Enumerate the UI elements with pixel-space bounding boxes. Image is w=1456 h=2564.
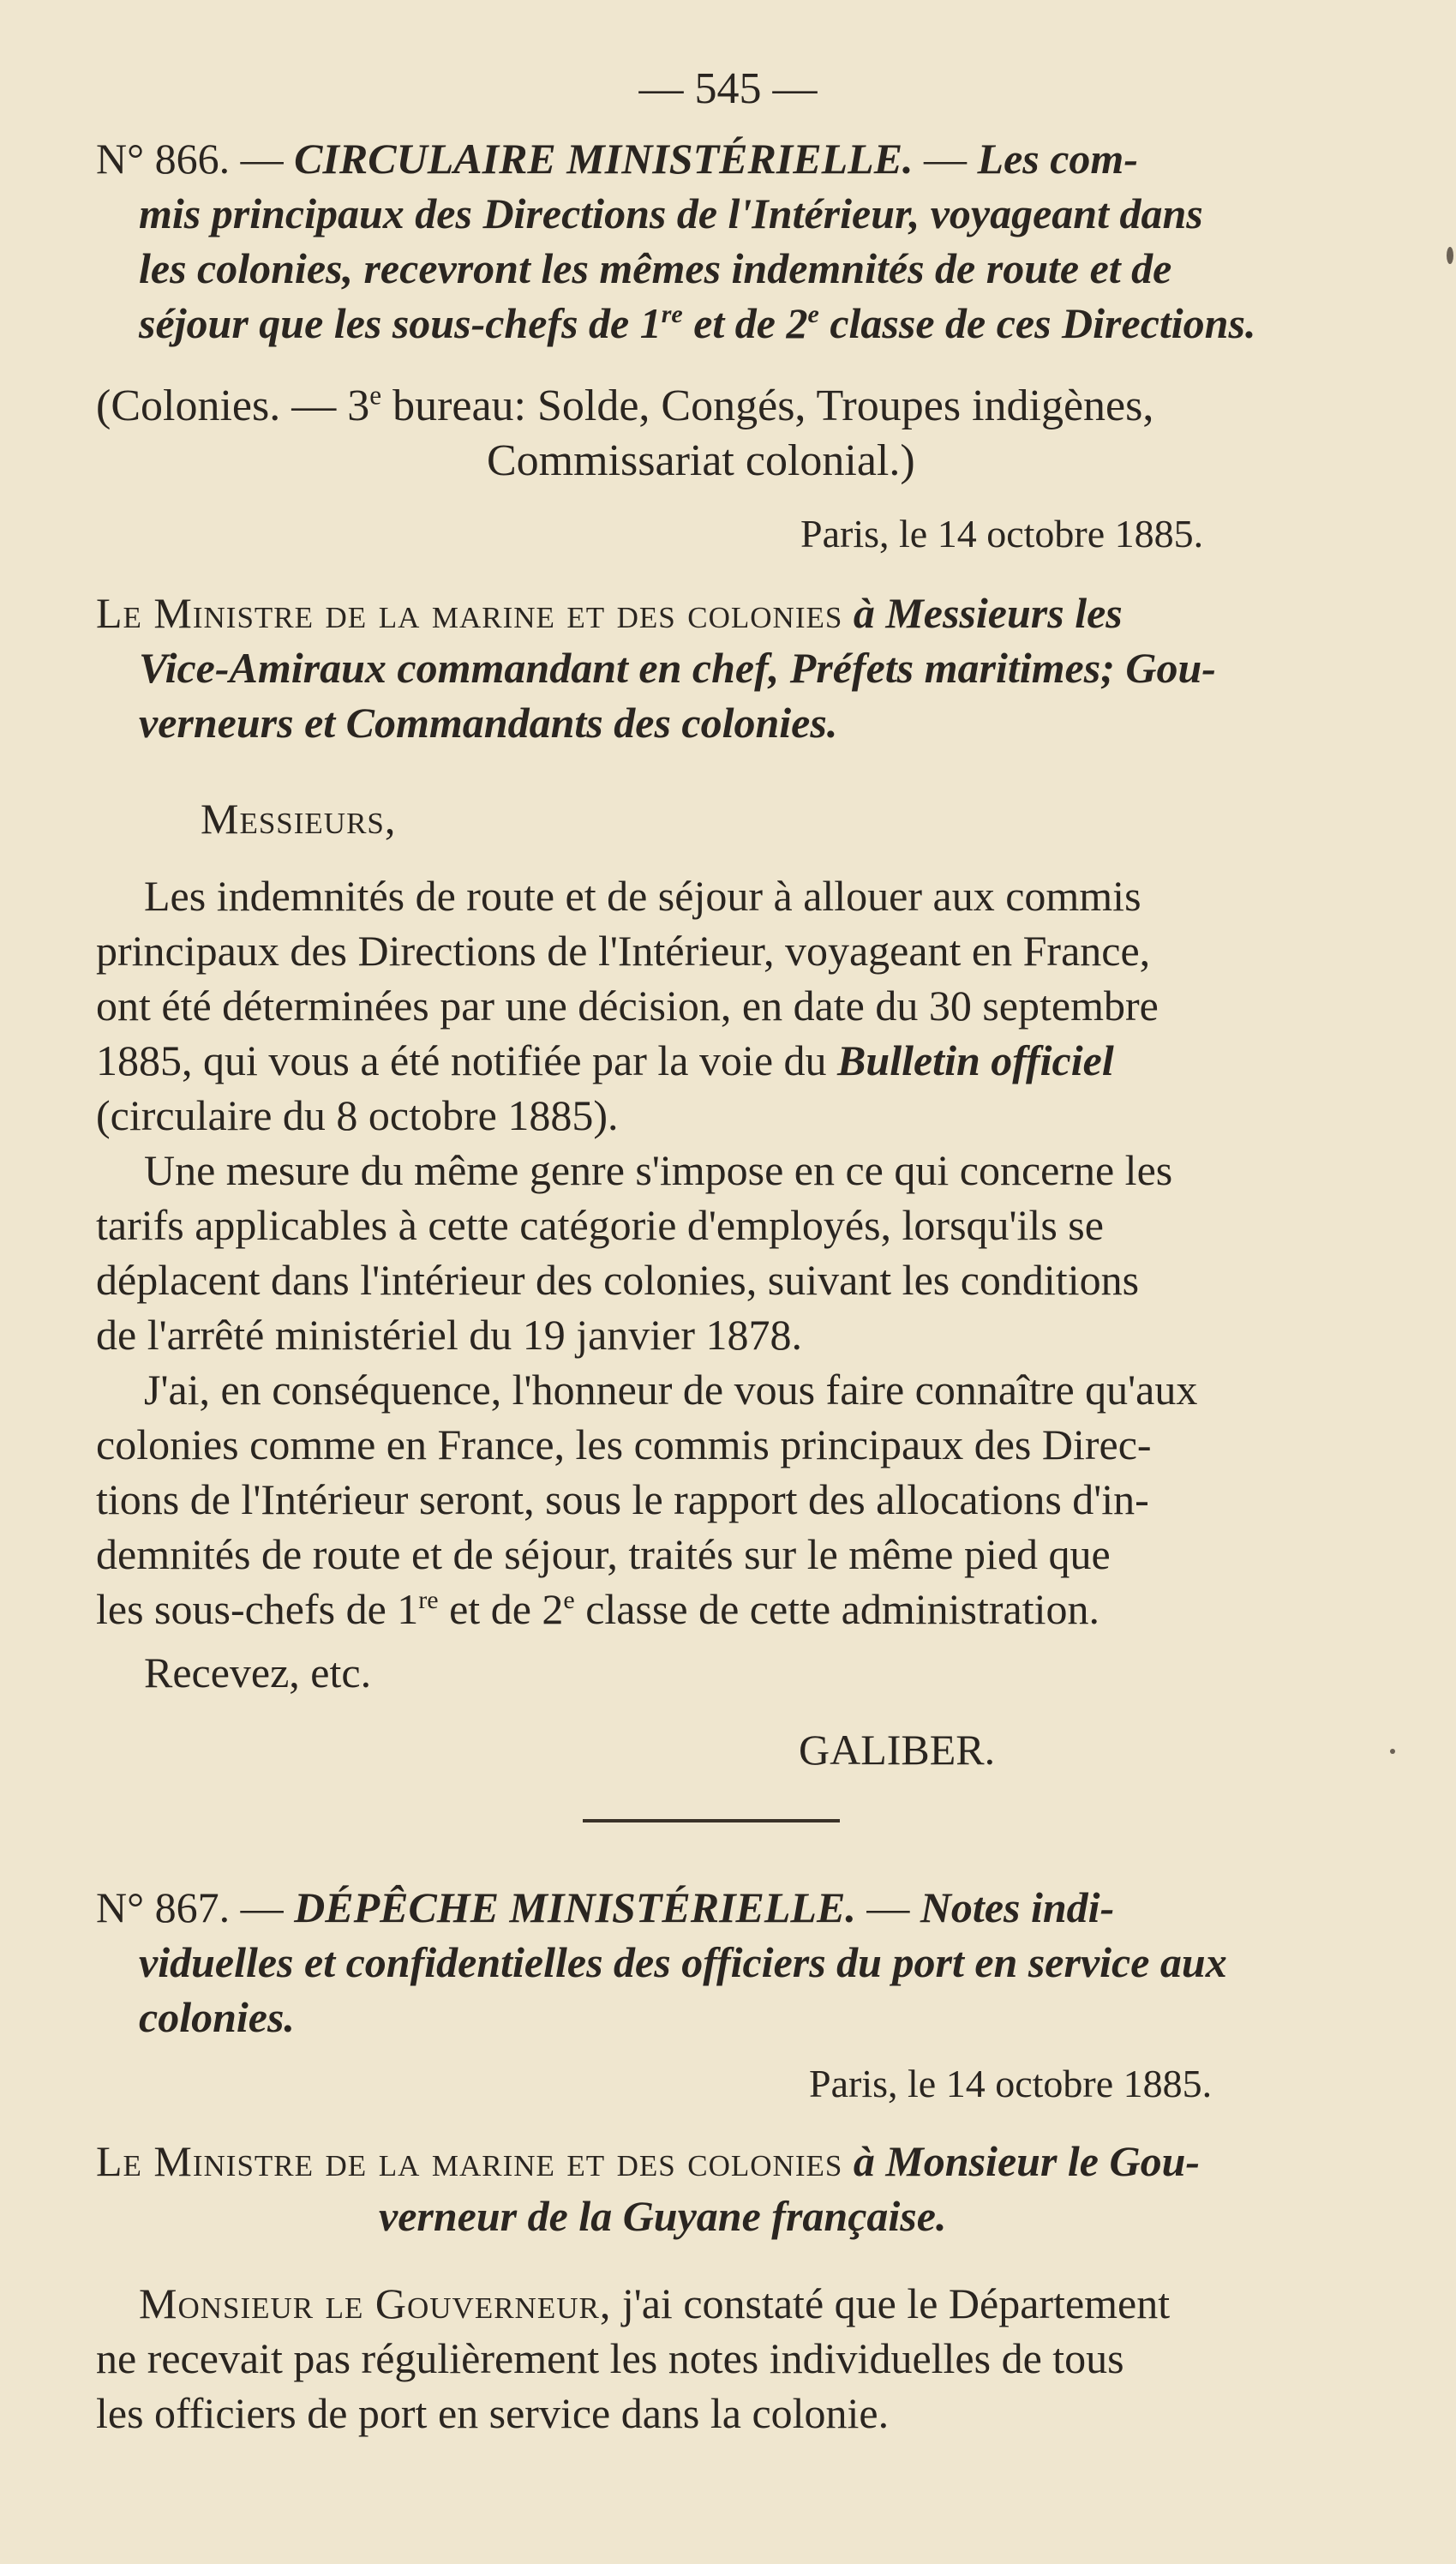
salutation: Messieurs,	[201, 795, 397, 843]
paragraph-line: J'ai, en conséquence, l'honneur de vous faire connaître qu'aux	[144, 1366, 1198, 1414]
dateline: Paris, le 14 octobre 1885.	[800, 512, 1204, 555]
paragraph-line: les sous-chefs de 1re et de 2e classe de cette administration.	[96, 1585, 1099, 1633]
sender: Le Ministre de la marine et des colonies	[96, 2137, 843, 2185]
sender-line	[96, 589, 1123, 637]
paragraph-line: colonies comme en France, les commis principaux des Direc-	[96, 1420, 1152, 1468]
bureau-line: Commissariat colonial.)	[487, 436, 915, 485]
paragraph-line: déplacent dans l'intérieur des colonies, suivant les conditions	[96, 1256, 1140, 1304]
closing: Recevez, etc.	[144, 1648, 372, 1696]
paragraph-line: Monsieur le Gouverneur, j'ai constaté que le Département	[139, 2279, 1171, 2327]
opening-address: Monsieur le Gouverneur,	[139, 2279, 612, 2327]
paragraph-line: Les indemnités de route et de séjour à allouer aux commis	[144, 872, 1141, 920]
paragraph-line: de l'arrêté ministériel du 19 janvier 1878.	[96, 1311, 803, 1359]
entry-number: N° 867.	[96, 1883, 231, 1931]
entry-867-heading: N° 867. — DÉPÊCHE MINISTÉRIELLE. — Notes indi-	[96, 1883, 1115, 1931]
bureau-line: (Colonies. — 3e bureau: Solde, Congés, Troupes indigènes,	[96, 380, 1154, 430]
paper-speck	[1390, 1749, 1395, 1754]
paragraph-line: Une mesure du même genre s'impose en ce qui concerne les	[144, 1146, 1173, 1194]
subject-line: colonies.	[139, 1993, 295, 2041]
paragraph-line: tions de l'Intérieur seront, sous le rapport des allocations d'in-	[96, 1475, 1149, 1523]
addressee: à Monsieur le Gou-	[842, 2137, 1201, 2185]
paper-speck	[1447, 247, 1453, 264]
addressee: à Messieurs les	[842, 589, 1123, 637]
subject-text: Notes indi-	[920, 1883, 1115, 1931]
paragraph-line: ne recevait pas régulièrement les notes individuelles de tous	[96, 2334, 1124, 2382]
sender-line	[96, 2137, 1201, 2185]
subject-line: les colonies, recevront les mêmes indemnités de route et de	[139, 244, 1172, 292]
addressee-line: Vice-Amiraux commandant en chef, Préfets maritimes; Gou-	[139, 644, 1216, 692]
addressee-line: verneurs et Commandants des colonies.	[139, 699, 838, 747]
paragraph-line: tarifs applicables à cette catégorie d'employés, lorsqu'ils se	[96, 1201, 1104, 1249]
subject-line: mis principaux des Directions de l'Intérieur, voyageant dans	[139, 189, 1203, 237]
paragraph-line: les officiers de port en service dans la colonie.	[96, 2389, 890, 2437]
sender: Le Ministre de la marine et des colonies	[96, 589, 843, 637]
bulletin-title: Bulletin officiel	[837, 1036, 1114, 1084]
document-type: CIRCULAIRE MINISTÉRIELLE.	[294, 135, 914, 183]
entry-866-heading: N° 866. — CIRCULAIRE MINISTÉRIELLE. — Les com-	[96, 135, 1138, 183]
document-type: DÉPÊCHE MINISTÉRIELLE.	[294, 1883, 856, 1931]
subject-text: Les com-	[977, 135, 1138, 183]
paragraph-line: ont été déterminées par une décision, en date du 30 septembre	[96, 982, 1159, 1030]
signature: GALIBER.	[799, 1726, 996, 1774]
paragraph-line: (circulaire du 8 octobre 1885).	[96, 1091, 619, 1139]
paragraph-line: demnités de route et de séjour, traités sur le même pied que	[96, 1530, 1111, 1578]
subject-line: séjour que les sous-chefs de 1re et de 2e classe de ces Directions.	[139, 299, 1256, 347]
dateline: Paris, le 14 octobre 1885.	[809, 2062, 1213, 2105]
subject-line: viduelles et confidentielles des officiers du port en service aux	[139, 1938, 1227, 1986]
paragraph-line: principaux des Directions de l'Intérieur, voyageant en France,	[96, 927, 1151, 975]
page-number: — 545 —	[638, 64, 818, 113]
addressee-line: verneur de la Guyane française.	[379, 2192, 947, 2240]
section-divider	[583, 1819, 840, 1822]
entry-number: N° 866.	[96, 135, 231, 183]
paragraph-line: 1885, qui vous a été notifiée par la voie du Bulletin officiel	[96, 1036, 1114, 1084]
